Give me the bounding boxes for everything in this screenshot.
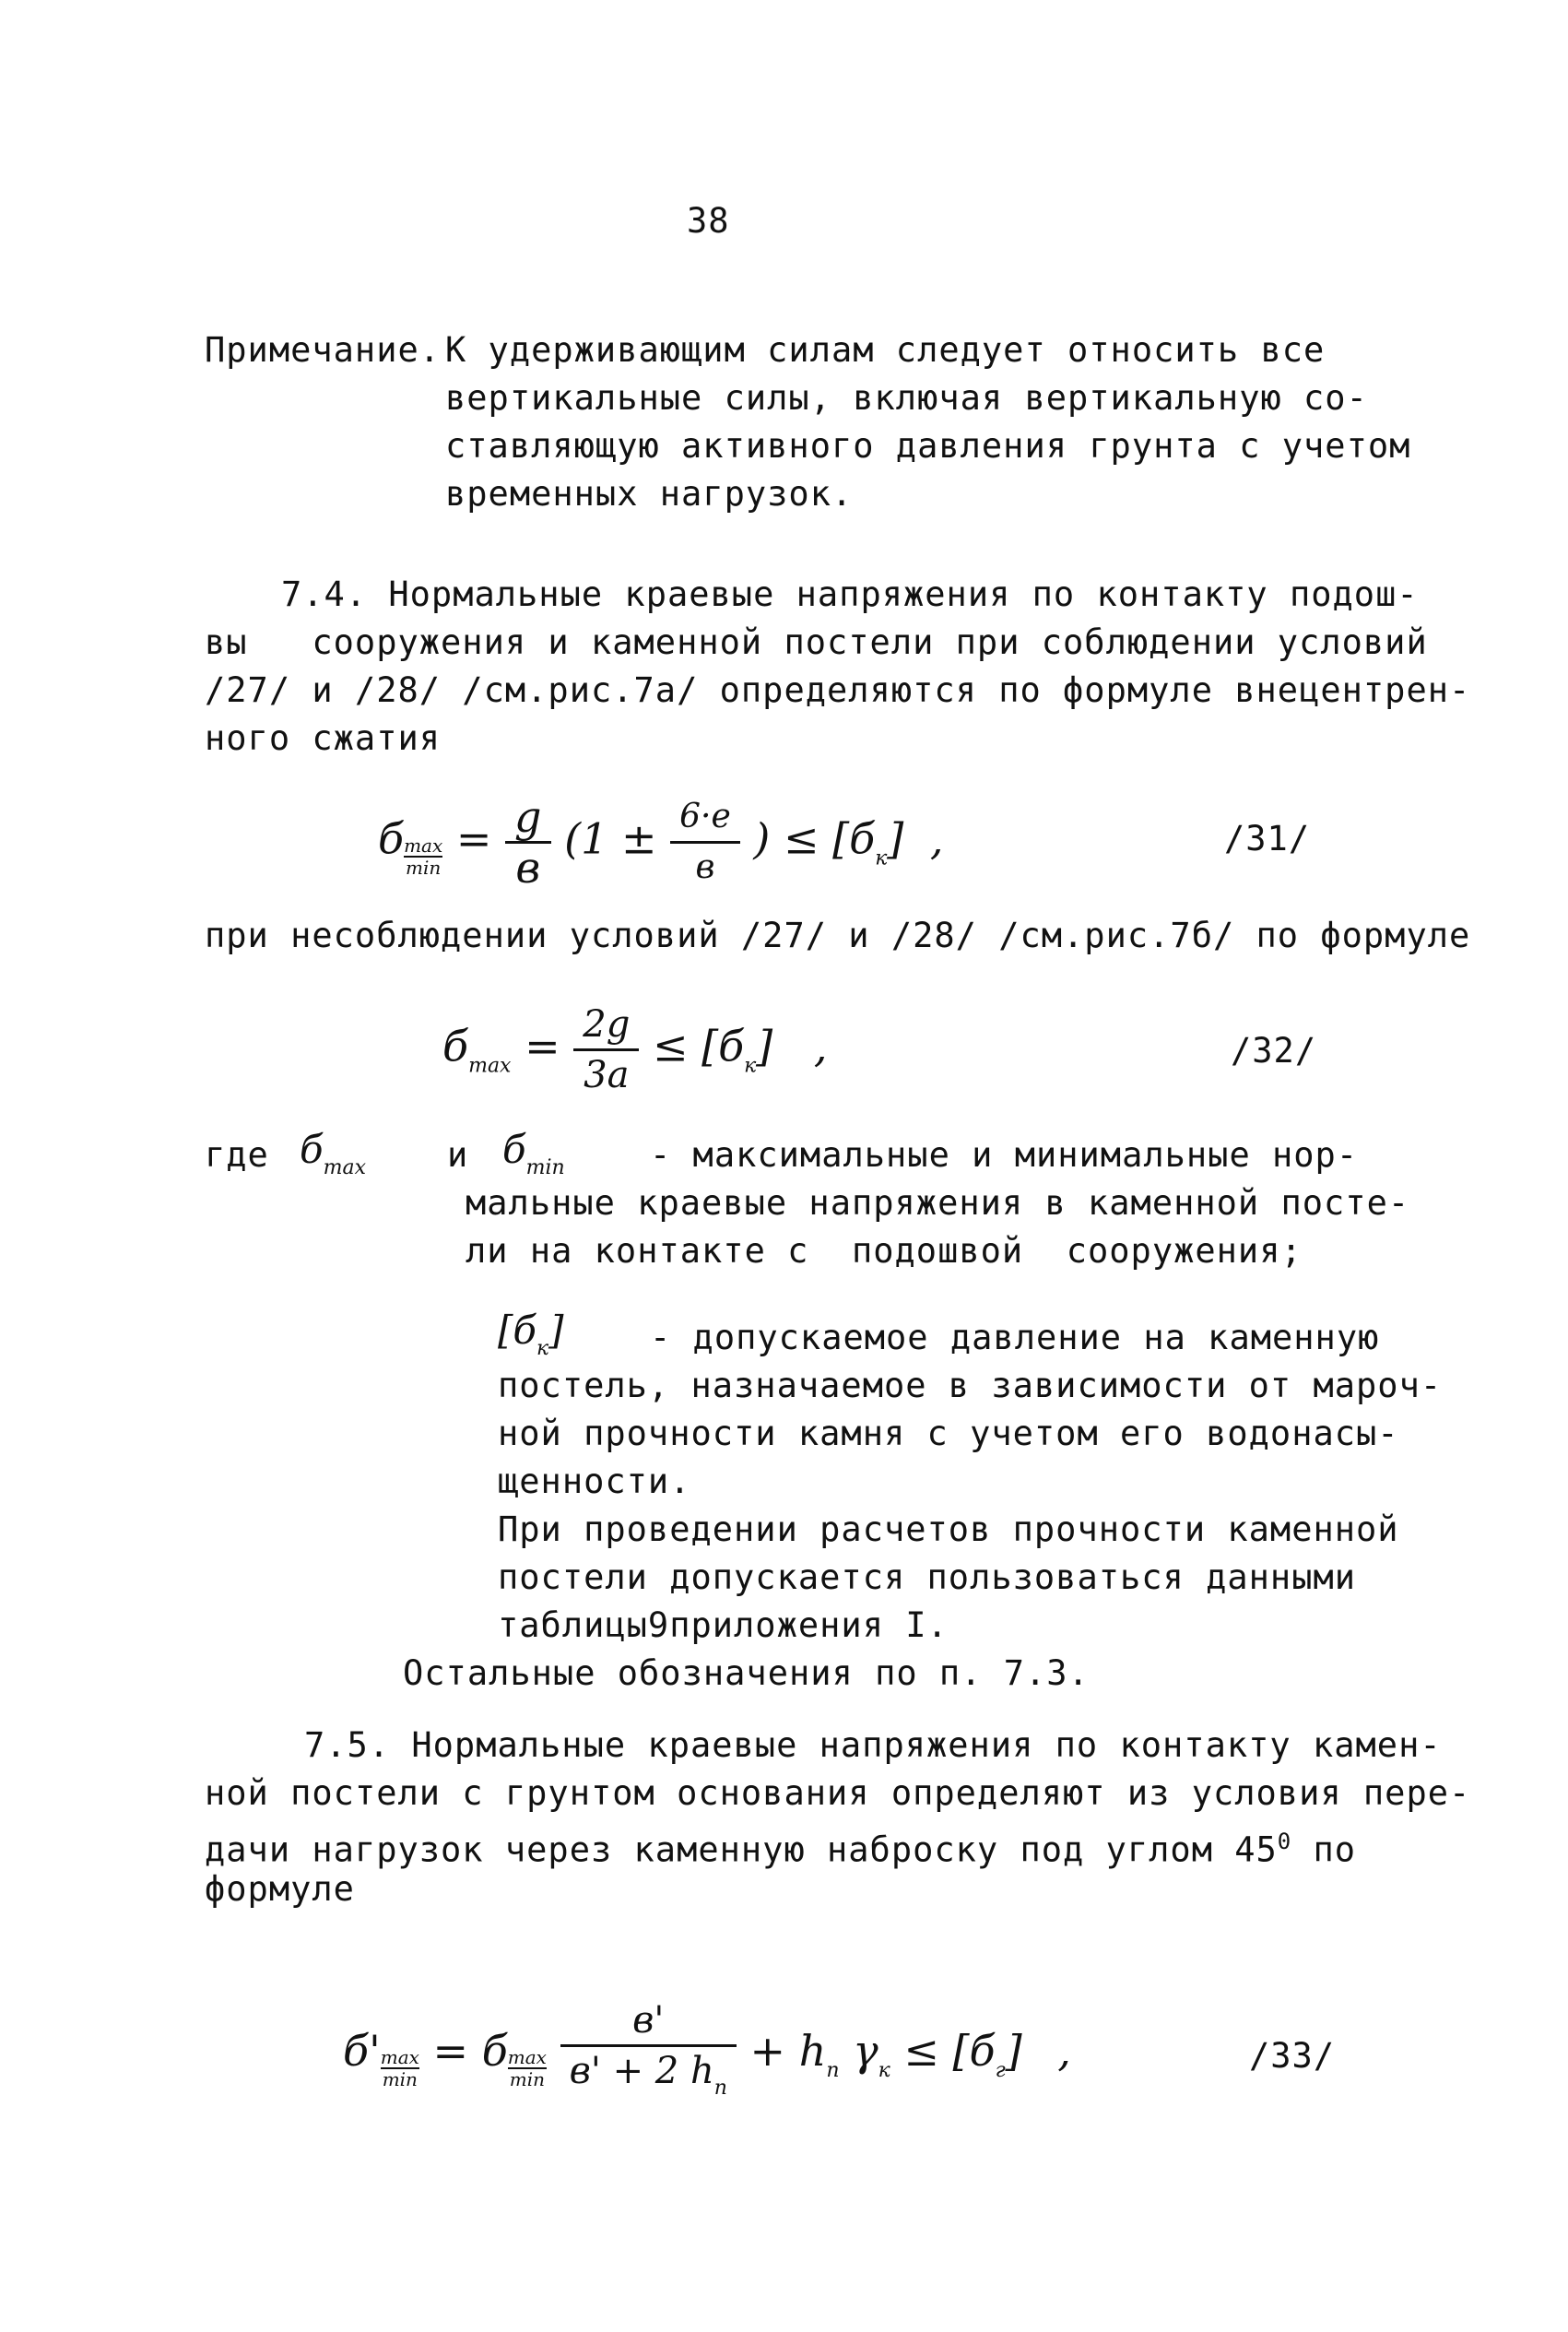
fraction-6e-over-b: $\frac{6\cdot e}{в}$ [670, 793, 740, 892]
allowable-pressure-symbol: $[б_к]$ [498, 1308, 564, 1360]
equals-sign: = [432, 2026, 469, 2076]
plus-h: + h [749, 2026, 827, 2076]
definition-line: При проведении расчетов прочности каменной [498, 1509, 1399, 1549]
comma: , [1057, 2026, 1071, 2076]
gamma-symbol: γ [853, 2026, 878, 2076]
definition-line: постели допускается пользоваться данными [498, 1557, 1357, 1597]
less-equal: ≤ [б [652, 1021, 745, 1071]
page-number: 38 [687, 201, 730, 241]
less-equal: ≤ [б [903, 2026, 996, 2076]
paragraph-line: ной постели с грунтом основания определяют из условия пере- [205, 1773, 1471, 1813]
paragraph-line: дачи нагрузок через каменную наброску под углом $45^0$ по [205, 1829, 1357, 1870]
comma: , [929, 813, 944, 864]
equation-number: /33/ [1249, 2036, 1336, 2076]
definition-line: щенности. [498, 1462, 691, 1501]
paragraph-line: вы сооружения и каменной постели при соблюдении условий [205, 622, 1428, 662]
and-word: и [447, 1135, 469, 1175]
paren-open: (1 ± [564, 813, 657, 864]
definition-line: ной прочности камня с учетом его водонасы- [498, 1414, 1399, 1453]
equation-number: /31/ [1224, 819, 1311, 858]
fraction-g-over-b: $\frac{g}{в}$ [505, 793, 550, 892]
max-min-subscript: max min [404, 834, 443, 879]
sigma-symbol: б [481, 2026, 508, 2076]
formula-31: б max min = $\frac{g}{в}$ (1 ± $\frac{6\cdot e}{в}$ ) ≤ $[б_к]$ , [378, 792, 944, 893]
paren-close: ) ≤ [б [753, 813, 876, 864]
equals-sign: = [525, 1021, 560, 1071]
definition-line: - максимальные и минимальные нор- [650, 1135, 1359, 1175]
note-line: временных нагрузок. [445, 474, 854, 514]
note-line: К удерживающим силам следует относить все [445, 330, 1326, 370]
sigma-min-symbol: $б_{min}$ [502, 1127, 565, 1179]
note-label: Примечание. [205, 330, 442, 370]
paragraph-line: 7.5. Нормальные краевые напряжения по контакту камен- [304, 1725, 1442, 1765]
definition-line: - допускаемое давление на каменную [650, 1318, 1380, 1357]
remaining-notations: Остальные обозначения по п. 7.3. [403, 1653, 1090, 1693]
sigma-symbol: б [378, 813, 405, 864]
paragraph-line: 7.4. Нормальные краевые напряжения по контакту подош- [281, 574, 1419, 614]
definition-line: мальные краевые напряжения в каменной посте- [466, 1183, 1410, 1223]
paragraph-line: ного сжатия [205, 718, 442, 758]
equals-sign: = [455, 813, 492, 864]
note-line: вертикальные силы, включая вертикальную со- [445, 378, 1368, 418]
sigma-max-symbol: $б_{max}$ [300, 1127, 367, 1179]
definition-line: постель, назначаемое в зависимости от мароч- [498, 1366, 1443, 1405]
definition-line: таблицы9приложения I. [498, 1605, 949, 1645]
formula-33: б' max min = б max min $\frac{в'}{в' + 2 h_n}$ + $h_n$ $\gamma_к \le [б_г]$ , [343, 1996, 1071, 2113]
fraction-b-over-b2h: $\frac{в'}{в' + 2 h_n}$ [560, 1996, 737, 2113]
fraction-2g-over-3a: $\frac{2g}{3a}$ [573, 1000, 639, 1099]
comma: , [813, 1021, 828, 1071]
degree-superscript: 0 [1277, 1829, 1292, 1854]
formula-32: $б_{max}$ = $\frac{2g}{3a}$ ≤ $[б_к]$ , [442, 1000, 827, 1099]
note-line: ставляющую активного давления грунта с учетом [445, 426, 1411, 466]
sigma-symbol: б [442, 1021, 469, 1071]
paragraph-line: формуле [205, 1869, 355, 1909]
definition-line: ли на контакте с подошвой сооружения; [466, 1231, 1303, 1271]
equation-number: /32/ [1231, 1031, 1317, 1071]
where-label: где [205, 1135, 269, 1175]
paragraph-line: при несоблюдении условий /27/ и /28/ /см.рис.7б/ по формуле [205, 916, 1471, 955]
sigma-prime-symbol: б' [343, 2026, 381, 2076]
paragraph-line: /27/ и /28/ /см.рис.7а/ определяются по формуле внецентрен- [205, 670, 1471, 710]
